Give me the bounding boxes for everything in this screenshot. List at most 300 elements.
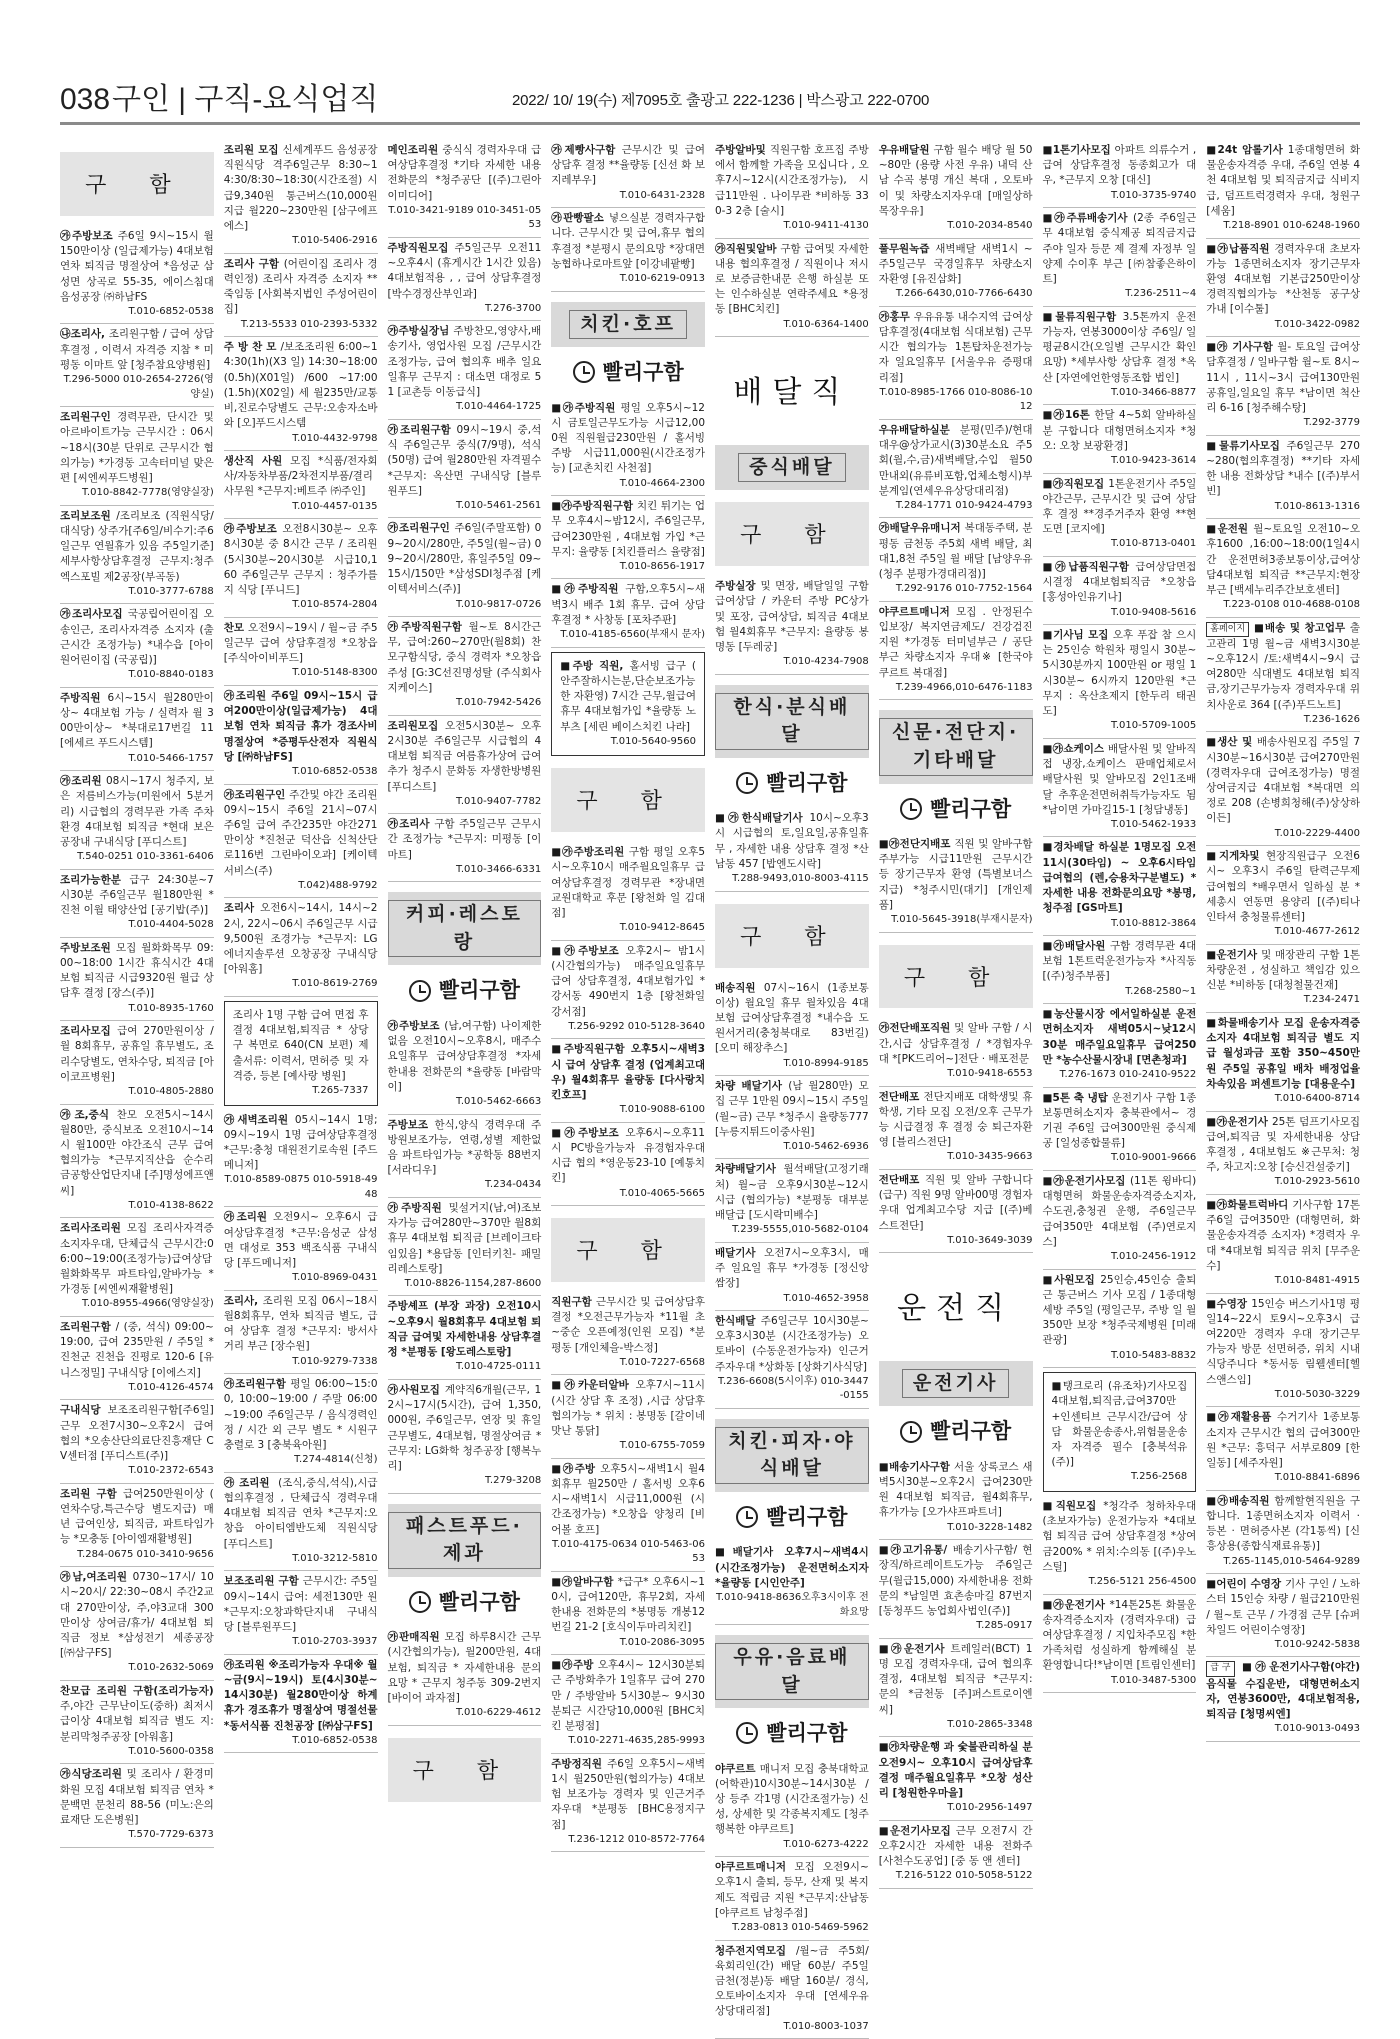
ad-phone: T.010-5030-3229 [1274,1388,1360,1400]
ad-body: 오후 푸잡 참 으시는 25인승 학원차 평일시 30분~ 5시30분까지 100만원 or 평일 1시30분~ 6시까지 120만원 *근무지 : 옥산초제지 [한두리 태권도] [1042,629,1197,718]
classified-ad [879,834,1033,933]
classified-ad [60,407,214,506]
ad-headline: 차량배달기사 [715,1163,784,1176]
ad-phone: T.010-9412-8645 [619,922,705,934]
classified-ad [388,1380,542,1494]
ad-headline: ㉮조리원 [223,1476,279,1489]
urgent-hiring-label [715,762,869,808]
ad-headline: 청주전지역모집 [715,1944,796,1957]
ad-body: /월~금 주5회/ 육회리인(간) 배달 60분/ 주5일 금천(정분)동 배달 160분/ 경식, 오토바이소지자 우대 [연세우유 상당대리점] [715,1944,869,2018]
ad-phone: T.010-8955-4966(영양실장) [82,1298,214,1310]
ad-headline: ■화물배송기사 모집 운송자격증소지자 4대보험 퇴직금 별도 지급 월성과금 포함 350~450만원 주5일 공휴일 배차 배정업율 차속있음 퍼센트기능 [대용운수] [1206,1016,1360,1090]
classified-ad [1043,140,1197,208]
ad-headline: 조리원구인 [60,411,118,424]
ad-body: 1톤운전기사 주5일 야간근무, 근무시간 및 급여 상담후 결정 **경주거주자 환영 **현도면 [코지에] [1042,477,1197,536]
ad-phone: T.010-4664-2300 [619,477,705,489]
ad-body: 아파트 의류수거 , 급여 상담후결정 동종회고가 대우, *근무지 오창 [대신] [1042,144,1197,187]
ad-body: 주6일 9시~15시 월150만이상 (일급제가능) 4대보험 연차 퇴직금 명절상여 *음성군 삼성면 상곡로 55-35, 에이스침대 음성공장 ㈜하남FS [60,229,214,303]
ad-headline: ■물류기사모집 [1206,439,1287,452]
ad-body: 오전9시~ 오후6시 급여상담후결정 *근무:음성군 삼성면 대성로 353 백조식품 구내식당 [푸드메니저] [223,1211,378,1270]
ad-body: 새벽배달 새벽1시 ~ 주5일근무 국경일휴무 차량소지자환영 [유진삼화] [878,242,1033,286]
ad-headline: ■배송 및 창고업무 [1253,621,1350,634]
ad-body: 모집 조리사자격증소지자우대, 단체급식 근무시간:06:00~19:00(조정가능)급여상담 월화화목무 파트타임,알바가능 *가경동 [씨엔씨재활병원] [60,1222,214,1296]
ad-body: 복대동주택, 분평동 금천동 주5회 새벽 배달, 최대1,8천 주5일 월 배달 [남양우유 (청주 분평가경대리점)] [878,522,1033,581]
ad-headline: 우유배달하실분 [878,423,960,436]
ad-headline: ■㉮주방직원 [551,401,621,414]
ad-phone: T.010-4457-0135 [292,500,378,512]
ad-phone: T.223-0108 010-4688-0108 [1223,599,1360,611]
category-label: 우유·음료배달 [715,1643,869,1700]
classified-ad [1206,618,1360,733]
ad-headline: 직원구함 [551,1295,596,1308]
classified-ad [388,238,542,321]
classified-ad [1043,625,1197,739]
ad-body: 0730~17시/ 10시~20시/ 22:30~08시 주간2교대 270만이상, 주,야3교대 300만이상 상여금/휴가/ 4대보험 퇴직금 정보 *삼성전기 세종공장 [㈜삼구FS] [60,1571,214,1660]
classified-ad [60,1681,214,1764]
ad-phone: T.234-2471 [1303,994,1360,1006]
ad-body: 경력자우대 초보자가능 1종면허소지자 장기근무자 환영 4대보험 기본급250만이상 경력직협의가능 *산천동 공구상가내 [이수툴] [1206,242,1360,316]
classified-ad [551,579,705,647]
classified-ad [388,617,542,716]
classified-ad [551,496,705,579]
category-label: 운전기사 [902,1369,1009,1399]
category-band [715,1419,869,1492]
ad-headline: ㉮새벽조리원 [223,1113,295,1126]
ad-headline: 주방보조원 [60,941,116,954]
ad-phone: T.285-0917 [976,1620,1033,1632]
ad-headline: 조리사 [223,902,261,915]
urgent-text: 빨리구함 [766,1504,848,1529]
ad-body: 근무 오전7시 간 오후2시간 자세한 내용 전화주 [사천수도공업] [중 동 앤 센터] [878,1824,1033,1868]
ad-phone: T.010-3435-9663 [947,1151,1033,1163]
classified-ad [1206,519,1360,618]
ad-body: 08시~17시 청주지, 보은 저름비스가능(미원에서 5분거리) 시급협의 경력무관 가족 주차환경 4대보험 퇴직금 *현대 보은공장내 구내식당 [푸디스트] [60,775,214,848]
ad-phone: T.010-6219-0913 [619,273,705,285]
col-4 [551,140,705,2020]
ad-phone: T.010-5148-8300 [292,667,378,679]
ad-phone: T.236-1212 010-8572-7764 [568,1833,705,1845]
classified-ad [879,239,1033,307]
ad-phone: T.283-0813 010-5469-5962 [732,1922,869,1934]
urgent-text: 빨리구함 [438,1589,520,1614]
section-heading: 구 함 [551,768,705,832]
ad-body: 구함,오후5시~새벽3시 배주 1회 휴무. 급여 상담후결정 * 사창동 [포차주판] [551,583,705,626]
ad-body: 오전8시30분~ 오후8시30분 중 8시간 근무 / 조리원(5시30분~20시30분 시급10,160 주6일근무 근무지 : 청주가를지 식당 [푸니드] [223,523,378,597]
ad-phone: T.010-8812-3864 [1110,917,1197,929]
classified-ad [224,618,378,686]
ad-phone: T.234-0434 [485,1179,542,1191]
ad-phone: T.010-8969-0431 [292,1272,378,1284]
ad-body: 함께할현직원을 구합니다. 1종면허소지자 이력서 · 등본 · 면허증사본 (각1통씩) [신흥상용(종합식재료유통)] [1206,1494,1360,1553]
ad-headline: ■㉮배송직원 [1206,1494,1275,1507]
ad-body: 월~토요일 오전10~오후1600 ,16:00~18:00(1일4시간 운전면허3종보통이상,급여상담4대보험 퇴직금 **근무지:현장부근 [백세누리주간보호센터] [1206,523,1360,597]
ad-headline: ㉮주방실장님 [387,325,454,338]
col-8 [1206,140,1360,2020]
ad-phone: T.010-4404-5028 [128,919,214,931]
section-heading: 구 함 [60,152,214,216]
classified-ad [388,1296,542,1379]
ad-phone: T.010-9088-6100 [619,1104,705,1116]
ad-body: 오후2시~ 밤1시(시간협의가능) 매주일요일휴무 급여 상담후결정, 4대보험가입 *강서동 490번지 1층 [왕천화일 강서점] [551,944,705,1018]
ad-phone: T.010-3421-9189 010-3451-0553 [388,204,542,231]
ad-headline: 구내식당 [60,1404,108,1417]
classified-ad [879,1087,1033,1170]
ad-phone: T.010-3466-6331 [455,863,542,875]
ad-phone: T.010-5645-3918(부재시문자) [891,914,1033,926]
classified-ad [224,1110,378,1208]
classified-ad [60,1105,214,1219]
ad-headline: ■㉮주방보조 [551,944,626,957]
ad-body: 주6일근무 270~280(협의후결정) **기타 자세한 내용 전화상담 *내수 [(주)부서빈] [1206,439,1360,498]
ad-phone: T.010-9418-6553 [947,1068,1033,1080]
ad-phone: T.010-2923-5610 [1274,1176,1360,1188]
ad-phone: T.010-6364-1400 [783,318,869,330]
classified-ad [60,506,214,605]
classified-ad [551,208,705,291]
classified-ad [224,1001,378,1106]
ad-phone: T.010-4725-0111 [455,1361,542,1373]
ad-headline: ■사원모집 [1042,1273,1101,1286]
ad-phone: T.239-5555,010-5682-0104 [732,1224,869,1236]
urgent-hiring-label [715,1496,869,1542]
ad-headline: ㉮남,여조리원 [60,1571,133,1584]
classified-ad [551,1754,705,1853]
ad-body: 트레일러(BCT) 1명 모집 경력자우대, 급여 협의후 결정, 4대보험 퇴직금 *근무지: 문의 *금천동 [주]퍼스트로이엔씨] [878,1642,1033,1716]
ad-body: 주6일근무 10시30분~오후3시30분 (시간조정가능) 오토바이 (수동운전가능자) 인근거주자우대 *상화동 [상화기사식당] [715,1315,869,1373]
ad-headline: ■㉮운전기사모집 [1042,1174,1130,1187]
ad-headline: ■㉮차량운행 과 숯불관리하실 분 오전9시~ 오후10시 급여상담후결정 매주월요일휴무 *오창 성산리 [청원한우마을] [878,1741,1033,1800]
ad-body: 직원구함 호프집 주방에서 함께할 가족을 모십니다 , 오후7시~12시(시간조정가능), 시급11만원 . 나이무관 *비하동 330-3 2층 [술시] [715,144,869,217]
classified-ad [60,1400,214,1483]
ad-body: 15인승 버스기사1명 평일14~22시 토9시~오후3시 급여220만 경력자 우대 장기근무 가능자 방문 선면허증, 위치 시내 식당주니다 *동서동 림웰센터[헬스앤스임] [1206,1297,1360,1386]
ad-phone: T.010-8713-0401 [1110,538,1197,550]
col-6 [879,140,1033,2020]
ad-body: /보조조리원 6:00~14:30(1h)(X3 일) 14:30~18:00(0.5h)(X01일) /600 ~17:00(1.5h)(X02일) 세 월235만/교통비,진로수당별도 근무:오송자소바와 [오]푸드시스템 [223,341,378,430]
ad-body: 월~토 8시간근무, 급여:260~270만(월8회) 찬모구함식당, 중식 경력자 *오창읍 주성 [G:3C선진명성탈 (주식회사 지케이스] [387,621,542,694]
ad-headline: ■㉮주방보조 [551,1126,626,1139]
ad-body: 월석배달(고정기래처) 월~금 오후9시30분~12시 시급 (협의가능) *분평동 대부분 배달급 [도시락미배수] [715,1163,869,1222]
ad-headline: ■㉮한식배달기사 [715,812,810,825]
classified-ad [1206,1657,1360,1741]
ad-body: 오후4시~ 12시30분퇴근 주방화추가 1일휴무 급여 270만 / 주방알바 5시30분~ 9시30분퇴근 시간당10,000원 [BHC치킨 분평점] [551,1659,705,1733]
ad-body: 주6일(주말포함) 09~20시/280만, 주5일(월~금) 09~20시/280만, 휴일주5일 09~15시/150만 *삼성SDI청주점 [케이텍서비스(주)] [387,522,542,596]
ad-headline: ■수영장 [1206,1297,1252,1310]
ad-phone: T.010-4464-1725 [455,401,542,413]
ad-phone: T.265-7337 [312,1085,369,1096]
ad-phone: T.010-5466-1757 [128,752,214,764]
ad-headline: 주방직원 [60,691,108,704]
classified-ad [1206,337,1360,436]
classified-ad [879,1737,1033,1820]
ad-phone: T.010-7942-5426 [455,697,542,709]
ad-phone: T.265-1145,010-5464-9289 [1223,1555,1360,1567]
ad-headline: ㉮사원모집 [387,1383,445,1396]
ad-body: 05시~14시 1명; 09시~19시 1명 급여상담후결정 *근무:충청 대원전기로속원 [주드메니저] [223,1113,378,1172]
ad-headline: ■㉮알바구함 [551,1575,618,1588]
ad-body: 현장직원급구 오전6시~ 오후3시 주6일 탄력근무제 급여협의 *배우면서 일하실 분 *세총시 연동면 용양리 [(주)티나인타셔 충청물류센터] [1206,850,1360,924]
ad-headline: ■㉮화물트럭바디 [1206,1198,1293,1211]
classified-ad [551,652,705,757]
ad-body: 넣으실분 경력자구합니다. 근무시간 및 급여,휴무 협의후결정 *분평시 문의요망 *장대면 농협하나로마트앞 [이강네팥빵] [551,212,705,270]
ad-phone: T.042)488-9792 [298,879,378,891]
ad-phone: T.010-3735-9740 [1110,189,1197,201]
ad-body: 오후5시~새벽1시 월4회휴무 월250만 / 홀서빙 오후6시~새벽1시 시급11,000원 (시간조정가능) *오창읍 양청리 [비어볼 호프] [551,1462,705,1536]
classified-ad [879,602,1033,701]
ad-headline: 조리원구함 [60,1320,116,1333]
ad-headline: 야쿠르트매니저 [878,605,957,618]
ad-headline: 주방알바및 [715,144,770,156]
classified-ad [715,1159,869,1242]
ad-body: 및 알바 구함 / 시간,시급 상담후결정 / *경험자우대 *[PK드리어~]전단 · 배포전문 [878,1022,1033,1065]
ad-phone: T.010-6431-2328 [619,189,705,201]
classified-ad [60,1764,214,1847]
ad-headline: ■㉮16톤 [1042,409,1095,422]
ad-phone: T.276-1673 010-2410-9522 [1059,1069,1197,1081]
clock-icon [900,798,922,820]
ad-headline: ㉮조리사 [387,818,435,831]
ad-body: 25인승,45인승 출퇴근 통근버스 기사 모집 / 1종대형 세방 주5일 (평일근무, 주방 일 월350만 보장 *청주국제병원 [미래관광] [1042,1273,1197,1347]
ad-headline: ㉮판매직원 [387,1631,445,1644]
ad-headline: ㉮조리원 주6일 09시~15시 급여200만이상(일급제가능) 4대보험 연차 퇴직금 휴가 경조사비 명절상여 *증평두산전자 직원식당 [㈜하남FS] [223,689,378,763]
ad-phone: T.010-6755-7059 [619,1440,705,1452]
ad-phone: T.010-3466-8877 [1110,386,1197,398]
ad-body: 국공립어린이집 오송인근, 조리사자격증 소지자 (출근시간 조정가능) *내수읍 [아이원어린이집 (국공립)] [60,608,214,666]
ad-headline: 한식배달 [715,1315,761,1328]
ad-headline: 주방셰프 (부장 과장) 오전10시~오후9시 월8회휴무 4대보험 퇴직금 급여및 자세한내용 상담후결정 *분평동 [왕도레스토랑] [387,1300,542,1359]
section-heading: 구 함 [715,904,869,968]
ad-phone: T.010-6852-0538 [292,1734,378,1746]
ad-body: 전단지배포 대학생및 휴학생, 기타 모집 오전/오후 근무가능 시급결정 후 결정 숭 퇴근자환영 [블리스전단] [878,1090,1033,1149]
ad-headline: ㉮조,중식 [60,1108,117,1121]
ad-phone: T.010-8003-1037 [783,2020,869,2032]
clock-icon [736,1506,758,1528]
ad-headline: ■물류직원구함 [1042,310,1123,323]
classified-ad [715,1243,869,1311]
ad-headline: ■운전원 [1206,523,1254,536]
ad-phone: T.213-5533 010-2393-5332 [240,318,378,330]
ad-headline: ■배달기사 오후7시~새벽4시 (시간조정가능) 운전면허소지자 *율량동 [시인안주] [715,1546,869,1589]
ad-headline: 우유배달원 [878,144,934,156]
category-band [551,302,705,348]
ad-body: (남,여구함) 나이제한 없음 오전10시~오후8시, 매주수요일휴무 급여상담후결정 *자세한내용 전화문의 *율량동 [바람막이] [387,1019,542,1093]
classified-ad [715,239,869,338]
classified-ad [224,1374,378,1473]
classified-ad [1206,239,1360,338]
classified-ad [1043,557,1197,625]
classified-ad [551,398,705,497]
urgent-hiring-label [879,788,1033,834]
ad-headline: 보조조리원 구함 [223,1575,303,1588]
classified-ad [879,1540,1033,1639]
ad-phone: T.010-6852-0538 [128,305,214,317]
ad-headline: ㉮조리원 [60,775,106,788]
ad-headline: ㉮직원및알바 [715,242,781,255]
classified-ad [1206,1013,1360,1112]
ad-headline: ■㉮주방조리원 [551,846,629,859]
classified-ad [551,1375,705,1458]
classified-ad [715,808,869,891]
ad-body: 출고관리 1명 월~금 새벽3시30분~오후12시 /토:새벽4시~9시 급여280만 식대별도 4대보험 퇴직금,장기근무가능자 경력자우대 위치사운로 364 [(주)푸드노트] [1206,621,1360,711]
page-header [60,70,1360,130]
ad-body: 찬모 오전5시~14시 월80만, 중식보조 오전10시~14시 월100만 야간조식 근무 급여협의가능 *근무지직산읍 순수리 금공항산업단지내 [주]명성에프앤씨] [60,1108,214,1197]
ad-phone: T.010-8985-1766 010-8086-1012 [879,386,1033,413]
ad-phone: T.010-2372-6543 [128,1465,214,1477]
ad-body: 및설거지(남,여)조보자가능 급여280만~370만 월8회휴무 4대보험 퇴직금 [브레이크타임있음] *용담동 [인터키친- 패밀리레스토랑] [387,1201,542,1275]
ad-headline: ■㉮주방직원구함 [551,500,637,513]
ad-phone: T.010-4065-5665 [619,1187,705,1199]
ad-headline: 조리사 구함 [223,257,284,270]
ad-headline: 조리보조원 [60,509,117,522]
col-7 [1043,140,1197,2020]
ad-body: 모집 월화화목무 09:00~18:00 1시간 휴식시간 4대보험 퇴직금 시급9320원 월급 상담후 결정 [장스(주)] [60,941,214,1000]
classified-ad [1043,1595,1197,1694]
ad-headline: ■주방 직원, [560,659,630,672]
category-label: 신문·전단지·기타배달 [879,718,1033,775]
ad-phone: T.010-8842-7778(영양실장) [82,487,214,499]
classified-ad [1206,1195,1360,1294]
ad-body: 신세계푸드 음성공장 직원식당 격주6일근무 8:30~14:30/8:30~18:30(시간조절) 시급9,340원 통근버스(10,000원 지급 월220~230만원 [삼구에프에스] [223,144,378,233]
clock-icon [736,772,758,794]
ad-headline: ■㉮카운터알바 [551,1379,636,1392]
classified-ad [1043,1004,1197,1087]
ad-body: 오후7시~11시 (시간 상담 후 조정) ,시급 상담후 협의가능 * 위치 : 봉명동 [갈이네 맛난 통닭] [551,1379,705,1437]
ad-headline: 전단배포 [878,1173,926,1186]
classified-ad [224,519,378,618]
ad-body: 모집 . 안정된수입보장/ 복지연금제도/ 건강검진지원 *가경동 터미널부근 / 공단부근 차량소지자 우대※ [한국야쿠르트 복대점] [878,605,1033,679]
ad-phone: T.010-4432-9798 [292,432,378,444]
ad-headline: ㉮조리원구함 [223,1378,291,1391]
classified-ad [60,870,214,938]
classified-ad [60,1567,214,1681]
classified-ad [879,1018,1033,1086]
category-band [388,1504,542,1577]
ad-headline: ㉮조리원 [223,1211,273,1224]
ad-body: 25톤 덤프기사모집 급여,퇴직금 및 자세한내용 상담후결정 , 4대보험도 ※근무처: 청주, 차고지:오창 [승신건설중기] [1206,1115,1360,1174]
ad-headline: 차량 배달기사 [715,1080,789,1093]
ad-body: 조리원 모집 06시~18시 월8회휴무, 연차 퇴직금 별도, 급여 상담후 결정 *근무지: 방서사거리 부근 [장수원] [223,1294,378,1353]
classified-ad [60,1484,214,1567]
ad-headline: 조리사조리원 [60,1222,127,1235]
ad-phone: T.279-3208 [485,1475,542,1487]
ad-phone: T.010-5406-2916 [292,235,378,247]
category-label: 치킨·호프 [569,310,687,340]
ad-phone: T.540-0251 010-3361-6406 [77,851,214,863]
ad-headline: ■직원모집 [1042,1499,1104,1512]
ad-headline: ■배송기사구함 [878,1460,954,1473]
classified-ad [224,785,378,899]
ad-phone: T.010-6273-4222 [783,1838,869,1850]
ad-body: (남 월280만) 모집 근무 1만원 09시~15시 주5일 (월~금) 근무 *청주시 율량동777 [누릉지튀드이중사원] [715,1080,869,1138]
ad-body: 직원 및 알바구함 주부가능 시급11만원 근무시간 등 장기근무자 환영 (특별보너스지급) *청주시민(대기] [개인제품] [878,837,1033,911]
ad-body: 오전7시~오후3시, 매주 일요일 휴무 *가경동 [정신앙 쌈장] [715,1246,869,1290]
ad-headline: ■㉮운전기사 [878,1642,951,1655]
ad-body: 배송기사구함/ 현장직/하르레이트도가능 주6일근무(월급15,000) 자세한내용 전화문의 *남일면 효촌송마길 87번지 [동청푸드 농업회사법인(주)] [878,1544,1033,1618]
ad-phone: T.292-9176 010-7752-1564 [895,583,1033,595]
ad-headline: ㉮조리원구인 [387,522,455,535]
ad-body: (조식,중식,석식),시급 협의후결정 , 단체급식 경력우대 4대보험 퇴직금 연차 *근무지:오창읍 아이티엠반도체 직원식당 [푸디스트] [223,1476,378,1550]
ad-phone: T.010-2271-4635,285-9993 [568,1735,705,1747]
ad-headline: ■생산 및 [1206,736,1257,749]
ad-headline: ㉮식당조리원 [60,1768,127,1781]
classified-ad [1043,1171,1197,1270]
ad-headline: ㉮조리원구함 [387,423,457,436]
clock-icon [409,1591,431,1613]
ad-body: 월- 토요일 급여상담후결정 / 일바구함 월~토 8시~11시 , 11시~3시 급여130만원 공휴일,일요일 휴무 *남이면 척산리 6-16 [청주해수탕] [1206,341,1360,415]
classified-ad [879,140,1033,239]
ad-headline: ■㉮납품직원구함 [1042,560,1136,573]
category-band [715,445,869,491]
ad-headline: 조리원 모집 [223,144,283,156]
ad-body: 배송사원모집 주5일 7시30분~16시30분 급여270만원 (경력자우대 급여조정가능) 명절상여금지급 4대보험 *복대면 의정로 208 (손병희청해(주)상상하이든] [1206,736,1360,825]
ad-body: 급여상담면접시결정 4대보험퇴직금 *오창읍 [홍성아인유기나] [1042,560,1197,604]
classified-ad [551,842,705,941]
ad-body: *청각주 청하차우대 (초보자가능) 운전가능자 *4대보험 퇴직금 급여 상담후결정 *상여금200% * 위치:수의동 [(주)우노스틸] [1042,1499,1197,1573]
ad-phone: T.284-0675 010-3410-9656 [77,1548,214,1560]
ad-headline: 전단배포 [878,1090,924,1103]
ad-phone: T.010-6400-8714 [1274,1093,1360,1105]
section-heading: 구 함 [551,1218,705,1282]
ad-phone: T.010-5709-1005 [1110,720,1197,732]
ad-phone: T.216-5122 010-5058-5122 [895,1870,1033,1882]
classified-columns [60,140,1360,2032]
ad-headline: 조리가능한분 [60,873,130,886]
ad-headline: ■㉮운전기사 [1206,1115,1272,1128]
ad-body: 조리원구함 / 급여 상담후결정 , 이력서 자격증 지참 * 미평동 이마트 앞 [청주참요양병원] [60,328,214,371]
ad-body: 1종대형면허 화물운송자격증 우대, 주6일 연봉 4천 4대보험 및 퇴직금지급 식비지급, 덤프트럭경력자 우대, 청원구 [세움] [1206,144,1360,217]
ad-phone: T.010-9408-5616 [1110,606,1197,618]
category-band [879,710,1033,783]
col-3 [388,140,542,2020]
ad-body: 홀서빙 급구 ( 안주잘하시는분,단순보조가능한 자환영) 7시간 근무,월급여 휴무 4대보험가입 *율량동 노부츠 [세린 베이스치킨 나라] [560,659,696,733]
section-heading: 구 함 [879,945,1033,1009]
ad-headline: ■농산물시장 에서일하실분 운전면허소지자 새벽05시~낮12시 30분 매주일요일휴무 급여250만 *농수산물시장내 [면촌청과] [1042,1008,1197,1066]
classified-ad [224,1655,378,1754]
classified-ad [879,420,1033,519]
category-label: 치킨·피자·야식배달 [715,1427,869,1484]
ad-headline: ■㉮재활용품 [1206,1411,1277,1424]
ad-headline: ■㉮전단지배포 [878,837,955,850]
ad-headline: 주 방 찬 모 [223,341,281,354]
ad-phone: T.010-2456-1912 [1110,1251,1197,1263]
ad-body: 계약직6개월(근무, 12시~17시(5시간), 급여 1,350,000원, 주6일근무, 연장 및 휴일 근무별도, 4대보험, 명절상여금 *근무지: LG화학 청주공장 [행복누리] [387,1383,542,1472]
urgent-text: 빨리구함 [930,796,1012,821]
ad-headline: ■㉮고기유통/ [878,1544,953,1557]
classified-ad [1043,1496,1197,1595]
ad-headline: ㉮주방직원구함 [387,621,469,634]
ad-headline: ㉮주방직원 [387,1201,449,1214]
classified-ad [1043,1270,1197,1369]
ad-body: *14톤25톤 화물운송자격증소지자 (경력자우대) 급여상담후결정 / 지입차주모집 *한가족처럼 성실하게 함께해실 분 환영합니다!*남이면 [트림인센터] [1042,1598,1197,1672]
ad-body: 구함 월수 배당 월 50~80만 (용량 사전 우유) 내덕 산남 수곡 봉명 개신 복대 , 오토바이 및 차량소지자우대 [매일상하목장우유] [878,144,1033,217]
ad-headline: ㉮조리원 ※조리가능자 우대※ 월~금(9시~19시) 토(4시30분~14시30분) 월280만이상 하계휴가 경조휴가 명절상여 명절선물 *동서식품 진천공장 [㈜삼구FS] [223,1658,378,1732]
classified-ad [715,1542,869,1625]
category-label: 한식·분식배달 [715,693,869,750]
section-heading: 구 함 [388,1738,542,1802]
ad-phone: T.010-3422-0982 [1274,318,1360,330]
ad-headline: ㉮주방보조 [387,1019,445,1032]
ad-body: 수거기사 1종보통소지자 근무시간 협의 급여300만원 *근무: 흥덕구 서부로809 [한일동] [세주자원] [1206,1411,1360,1469]
classified-ad [1206,732,1360,846]
ad-headline: 생산직 사원 [223,455,291,467]
ad-phone: T.010-5640-9560 [610,735,696,747]
ad-headline: ■운전기사모집 [878,1824,956,1837]
ad-headline: ■㉮주류배송기사 [1042,212,1134,225]
ad-body: 및 매장관리 구함 1톤차량운전 , 성실하고 책임감 있으신분 *비하동 [대청철물건재] [1206,948,1360,992]
ad-phone: T.218-8901 010-6248-1960 [1223,220,1360,232]
classified-ad [715,1941,869,2039]
ad-phone: T.010-4234-7908 [783,656,869,668]
ad-phone: T.010-8481-4915 [1274,1275,1360,1287]
